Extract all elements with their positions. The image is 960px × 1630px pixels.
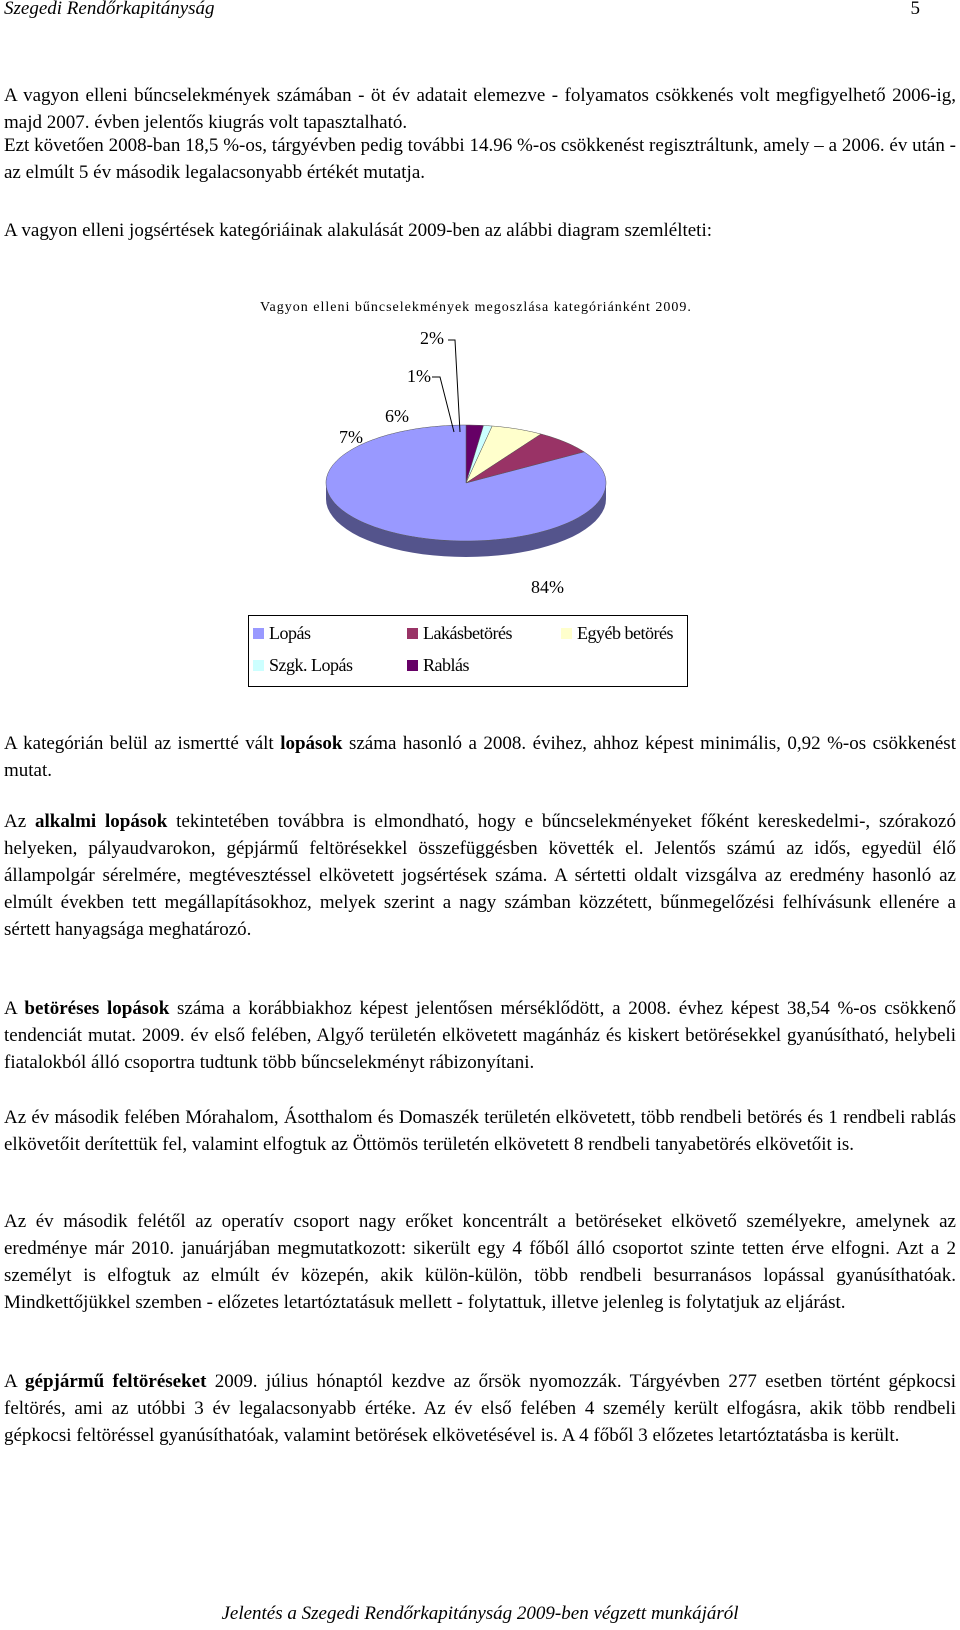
legend-label: Rablás <box>423 655 469 675</box>
legend-item-lopas <box>253 623 311 644</box>
pie-label-szgk-lopas: 1% <box>407 366 431 386</box>
legend-item-szgk-lopas <box>253 655 353 676</box>
pie-label-egyeb-betores: 6% <box>385 406 409 426</box>
legend-swatch <box>253 628 264 639</box>
paragraph-1: A vagyon elleni bűncselekmények számában - öt év adatait elemezve - folyamatos csökkenés volt megfigyelhető 2006-ig, majd 2007. évben jelentős kiugrás volt tapasztalható. <box>4 85 956 133</box>
pie-chart <box>248 280 690 688</box>
legend-swatch <box>561 628 572 639</box>
legend-item-lakasbetores <box>407 623 512 644</box>
legend-swatch <box>407 628 418 639</box>
legend-item-rablas <box>407 655 469 676</box>
legend-item-egyeb-betores <box>561 623 673 644</box>
legend-label: Lakásbetörés <box>423 623 512 643</box>
legend-label: Lopás <box>269 623 311 643</box>
paragraph-6: A betöréses lopások száma a korábbiakhoz képest jelentősen mérséklődött, a 2008. évhez képest 38,54 %-os csökkenő tendenciát mutat. 2009. év első felében, Algyő területén elkövetett magánház és kiskert betörésekkel gyanúsítható, helybeli fiatalokból álló csoportra tudtunk több bűncselekményt rábizonyítani. <box>4 998 956 1073</box>
paragraph-5: Az alkalmi lopások tekintetében továbbra is elmondható, hogy e bűncselekményeket főként kereskedelmi-, szórakozó helyeken, pályaudvarokon, gépjármű feltörésekkel összefüggésben követték el. Jelentős számú az idős, egyedül élő állampolgár sérelmére, megtévesztéssel elkövetett jogsértések száma. A sértetti oldalt vizsgálva az eredmény hasonló az elmúlt években tett megállapításokhoz, melyek szerint a nagy számban közzétett, bűnmegelőzési felhívásunk ellenére a sértett hanyagsága meghatározó. <box>4 811 956 940</box>
page-number: 5 <box>910 0 920 19</box>
legend-label: Szgk. Lopás <box>269 655 353 675</box>
header-title: Szegedi Rendőrkapitányság <box>4 0 215 19</box>
paragraph-3: A vagyon elleni jogsértések kategóriáinak alakulását 2009-ben az alábbi diagram szemlélteti: <box>4 220 713 241</box>
legend-label: Egyéb betörés <box>577 623 673 643</box>
leader-szgk <box>432 377 454 432</box>
paragraph-4: A kategórián belül az ismertté vált lopások száma hasonló a 2008. évihez, ahhoz képest minimális, 0,92 %-os csökkenést mutat. <box>4 733 956 781</box>
paragraph-2: Ezt követően 2008-ban 18,5 %-os, tárgyévben pedig további 14.96 %-os csökkenést regisztráltunk, amely – a 2006. év után - az elmúlt 5 év második legalacsonyabb értékét mutatja. <box>4 135 956 183</box>
pie-label-lopas: 84% <box>531 577 564 597</box>
pie-label-lakasbetores: 7% <box>339 427 363 447</box>
paragraph-7: Az év második felében Mórahalom, Ásotthalom és Domaszék területén elkövetett, több rendbeli betörés és 1 rendbeli rablás elkövetőit derítettük fel, valamint elfogtuk az Öttömös területén elkövetett 8 rendbeli tanyabetörés elkövetőit is. <box>4 1107 956 1155</box>
leader-rablas <box>448 340 460 432</box>
legend-swatch <box>253 660 264 671</box>
legend-swatch <box>407 660 418 671</box>
chart-title: Vagyon elleni bűncselekmények megoszlása kategóriánként 2009. <box>260 300 692 315</box>
pie-label-rablas: 2% <box>420 328 444 348</box>
footer-text: Jelentés a Szegedi Rendőrkapitányság 2009-ben végzett munkájáról <box>221 1603 739 1624</box>
chart-legend <box>248 615 688 687</box>
paragraph-8: Az év második felétől az operatív csoport nagy erőket koncentrált a betöréseket elkövető személyekre, amelynek az eredménye már 2010. januárjában megmutatkozott: sikerült egy 4 főből álló csoportot szinte tetten érve elfogni. Azt a 2 személyt is elfogtuk az elmúlt év közepén, akik külön-külön, több rendbeli besurranásos lopással gyanúsíthatóak. Mindkettőjükkel szemben - előzetes letartóztatásuk mellett - folytattuk, illetve jelenleg is folytatjuk az eljárást. <box>4 1211 956 1313</box>
paragraph-9: A gépjármű feltöréseket 2009. július hónaptól kezdve az őrsök nyomozzák. Tárgyévben 277 esetben történt gépkocsi feltörés, ami az utóbbi 3 év legalacsonyabb értéke. Az év első felében 4 személy került elfogásra, akik több rendbeli gépkocsi feltöréssel gyanúsíthatóak, valamint betörések elkövetésével is. A 4 főből 3 előzetes letartóztatásba is került. <box>4 1371 956 1446</box>
